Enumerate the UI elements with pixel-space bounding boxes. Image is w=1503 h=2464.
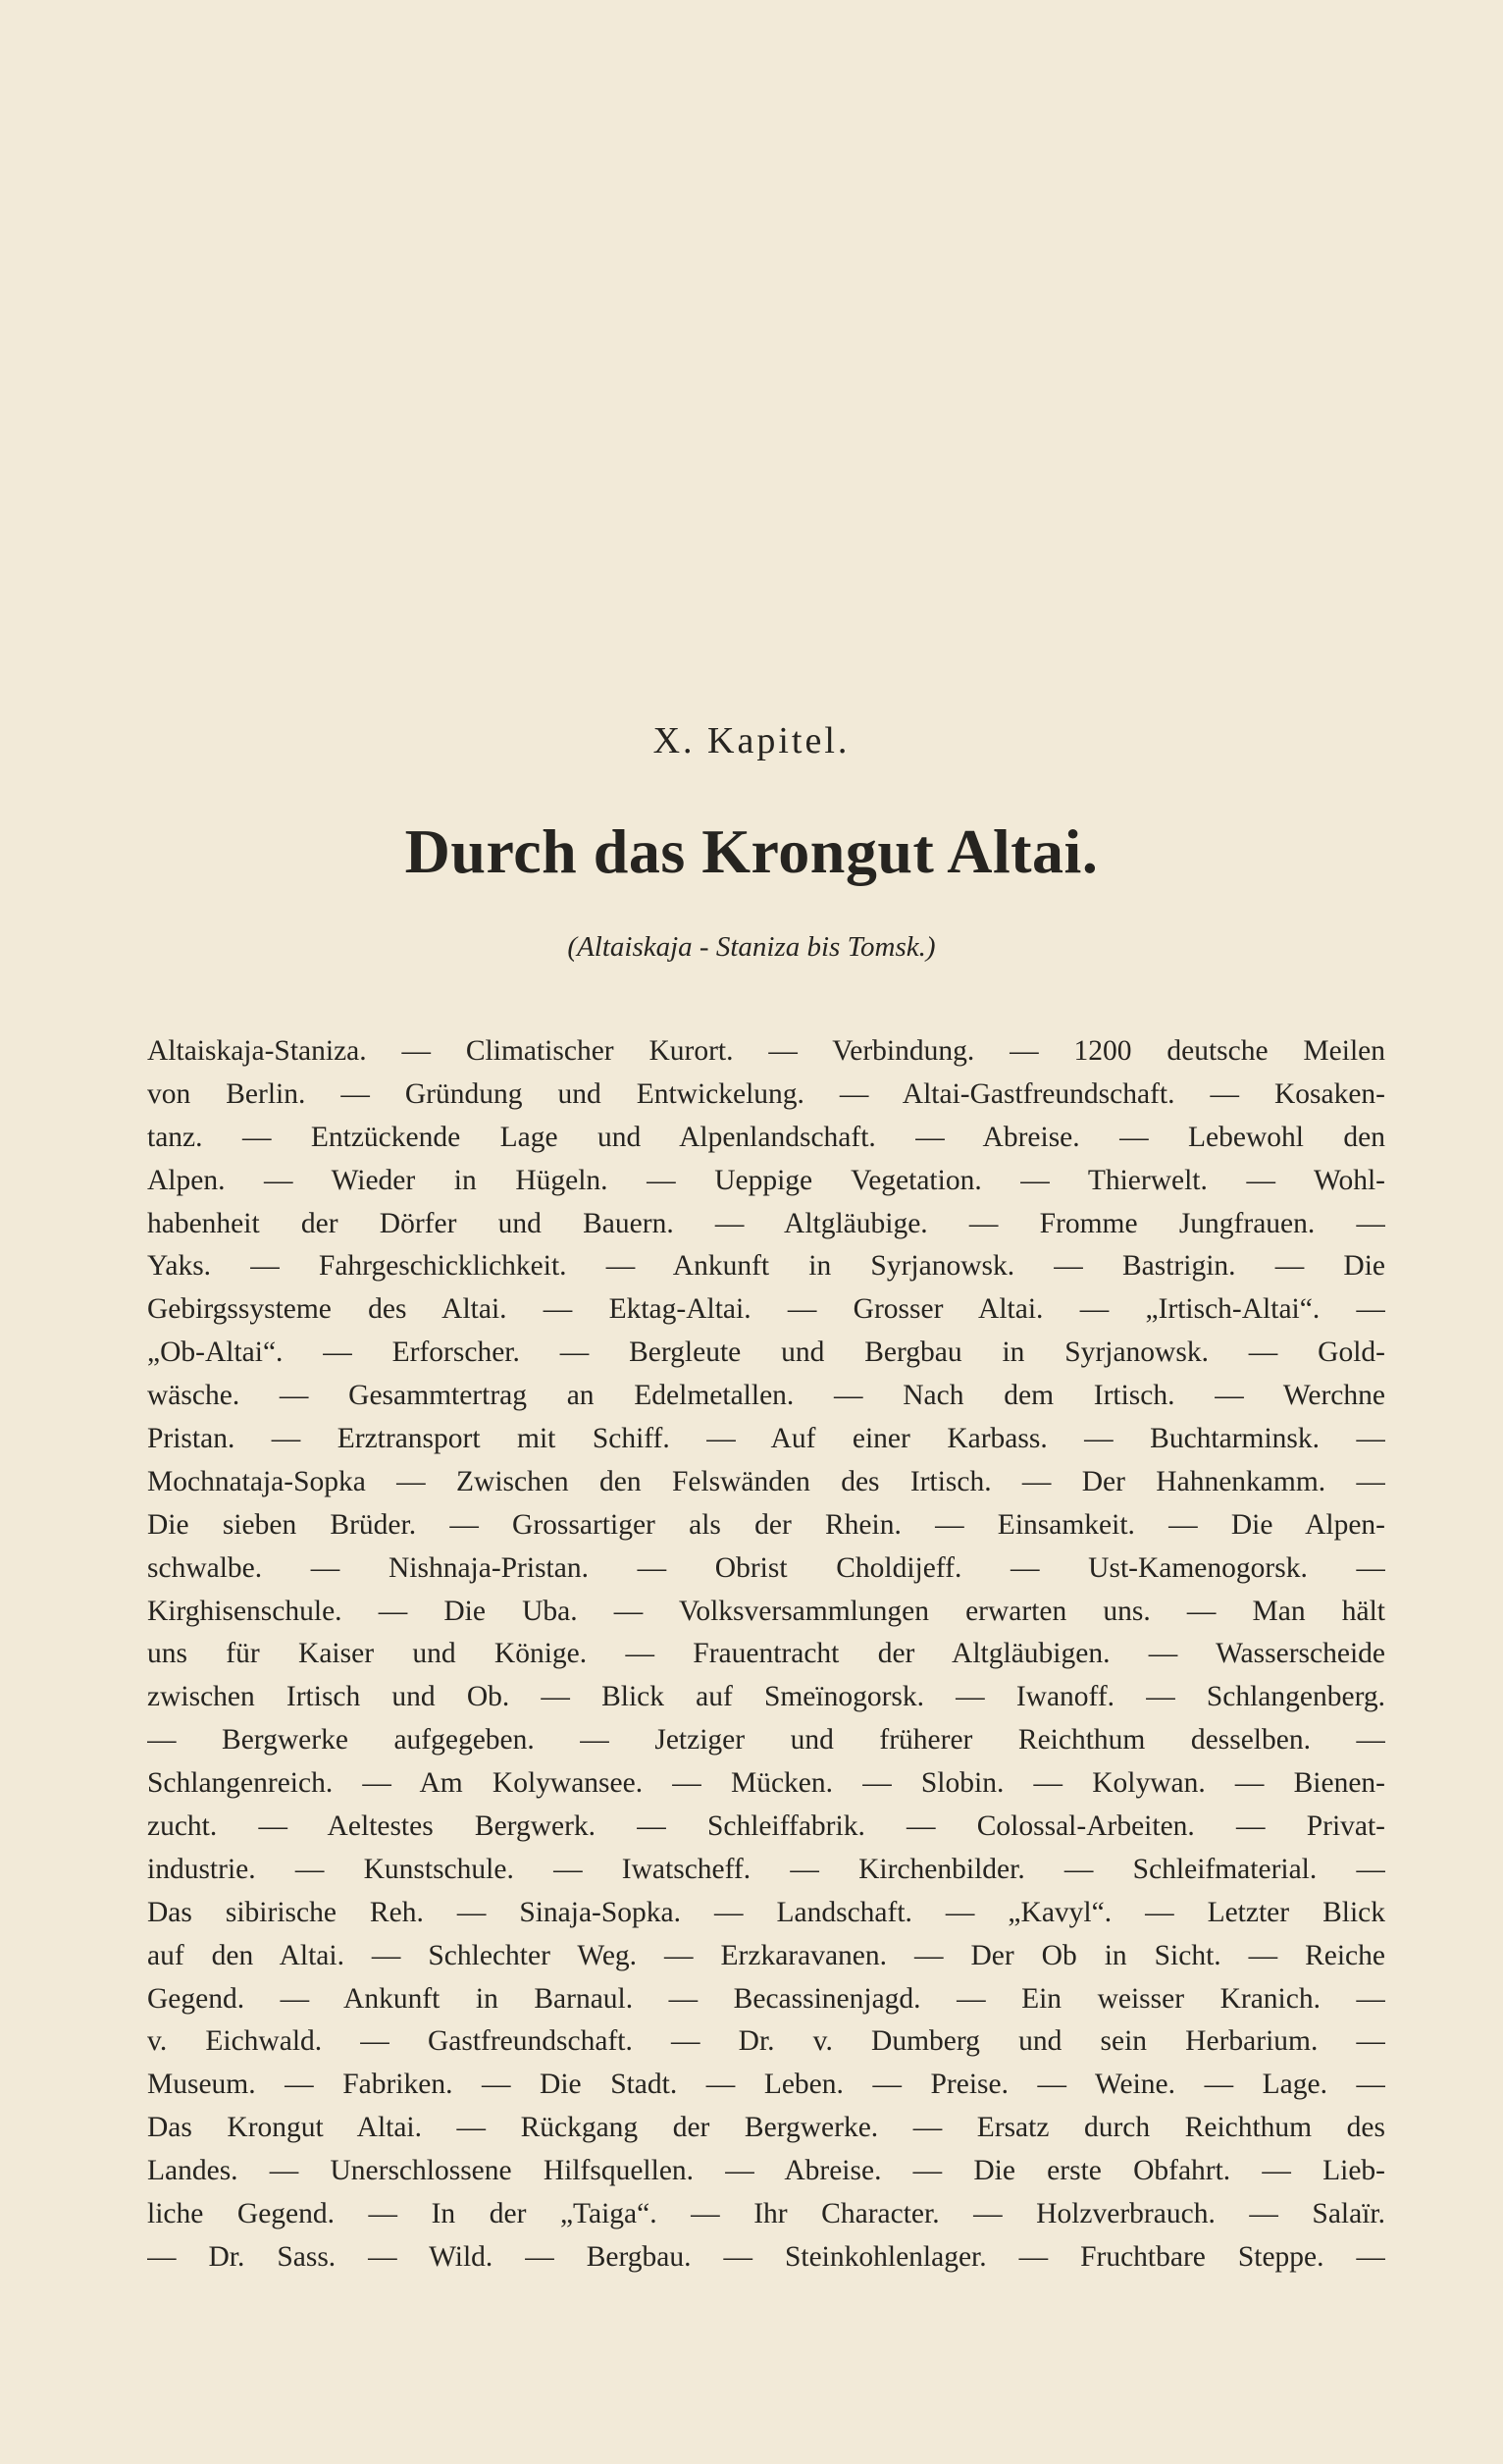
chapter-number: X. Kapitel. (652, 720, 851, 761)
summary-line: Landes. — Unerschlossene Hilfsquellen. — Abreise. — Die erste Obfahrt. — Lieb- (147, 2155, 1385, 2187)
summary-line: „Ob-Altai“. — Erforscher. — Bergleute und Bergbau in Syrjanowsk. — Gold- (147, 1337, 1385, 1369)
summary-line: Gegend. — Ankunft in Barnaul. — Becassinenjagd. — Ein weisser Kranich. — (147, 1982, 1385, 2015)
summary-line: Die sieben Brüder. — Grossartiger als der Rhein. — Einsamkeit. — Die Alpen- (147, 1508, 1385, 1541)
summary-line: tanz. — Entzückende Lage und Alpenlandschaft. — Abreise. — Lebewohl den (147, 1121, 1385, 1153)
summary-line: liche Gegend. — In der „Taiga“. — Ihr Character. — Holzverbrauch. — Salaïr. (147, 2198, 1385, 2230)
summary-line: zucht. — Aeltestes Bergwerk. — Schleiffabrik. — Colossal-Arbeiten. — Privat- (147, 1810, 1385, 1843)
summary-line: schwalbe. — Nishnaja-Pristan. — Obrist Choldijeff. — Ust-Kamenogorsk. — (147, 1551, 1385, 1584)
summary-line: zwischen Irtisch und Ob. — Blick auf Smeïnogorsk. — Iwanoff. — Schlangenberg. (147, 1681, 1385, 1713)
summary-line: Kirghisenschule. — Die Uba. — Volksversammlungen erwarten uns. — Man hält (147, 1595, 1385, 1627)
summary-line: Schlangenreich. — Am Kolywansee. — Mücken. — Slobin. — Kolywan. — Bienen- (147, 1767, 1385, 1800)
summary-line: wäsche. — Gesammtertrag an Edelmetallen. — Nach dem Irtisch. — Werchne (147, 1380, 1385, 1412)
summary-line: Mochnataja-Sopka — Zwischen den Felswänden des Irtisch. — Der Hahnenkamm. — (147, 1465, 1385, 1497)
summary-line: Pristan. — Erztransport mit Schiff. — Auf einer Karbass. — Buchtarminsk. — (147, 1423, 1385, 1455)
summary-line: von Berlin. — Gründung und Entwickelung. — Altai-Gastfreundschaft. — Kosaken- (147, 1077, 1385, 1110)
summary-line: Altaiskaja-Staniza. — Climatischer Kurort. — Verbindung. — 1200 deutsche Meilen (147, 1035, 1385, 1067)
chapter-title: Durch das Krongut Altai. (404, 816, 1099, 886)
summary-line: Yaks. — Fahrgeschicklichkeit. — Ankunft in Syrjanowsk. — Bastrigin. — Die (147, 1250, 1385, 1283)
summary-line: Gebirgssysteme des Altai. — Ektag-Altai. — Grosser Altai. — „Irtisch-Altai“. — (147, 1293, 1385, 1326)
summary-line: — Dr. Sass. — Wild. — Bergbau. — Steinkohlenlager. — Fruchtbare Steppe. — (147, 2240, 1385, 2273)
summary-line: Das Krongut Altai. — Rückgang der Bergwerke. — Ersatz durch Reichthum des (147, 2112, 1385, 2144)
summary-line: habenheit der Dörfer und Bauern. — Altgläubige. — Fromme Jungfrauen. — (147, 1207, 1385, 1239)
chapter-summary (147, 1030, 1385, 2280)
summary-line: uns für Kaiser und Könige. — Frauentracht der Altgläubigen. — Wasserscheide (147, 1638, 1385, 1670)
summary-line: Alpen. — Wieder in Hügeln. — Ueppige Vegetation. — Thierwelt. — Wohl- (147, 1164, 1385, 1196)
summary-line: auf den Altai. — Schlechter Weg. — Erzkaravanen. — Der Ob in Sicht. — Reiche (147, 1939, 1385, 1971)
chapter-subtitle: (Altaiskaja - Staniza bis Tomsk.) (567, 931, 936, 963)
summary-line: — Bergwerke aufgegeben. — Jetziger und früherer Reichthum desselben. — (147, 1724, 1385, 1756)
summary-line: v. Eichwald. — Gastfreundschaft. — Dr. v. Dumberg und sein Herbarium. — (147, 2025, 1385, 2058)
summary-line: Museum. — Fabriken. — Die Stadt. — Leben. — Preise. — Weine. — Lage. — (147, 2069, 1385, 2101)
summary-line: Das sibirische Reh. — Sinaja-Sopka. — Landschaft. — „Kavyl“. — Letzter Blick (147, 1896, 1385, 1928)
summary-line: industrie. — Kunstschule. — Iwatscheff. — Kirchenbilder. — Schleifmaterial. — (147, 1853, 1385, 1885)
